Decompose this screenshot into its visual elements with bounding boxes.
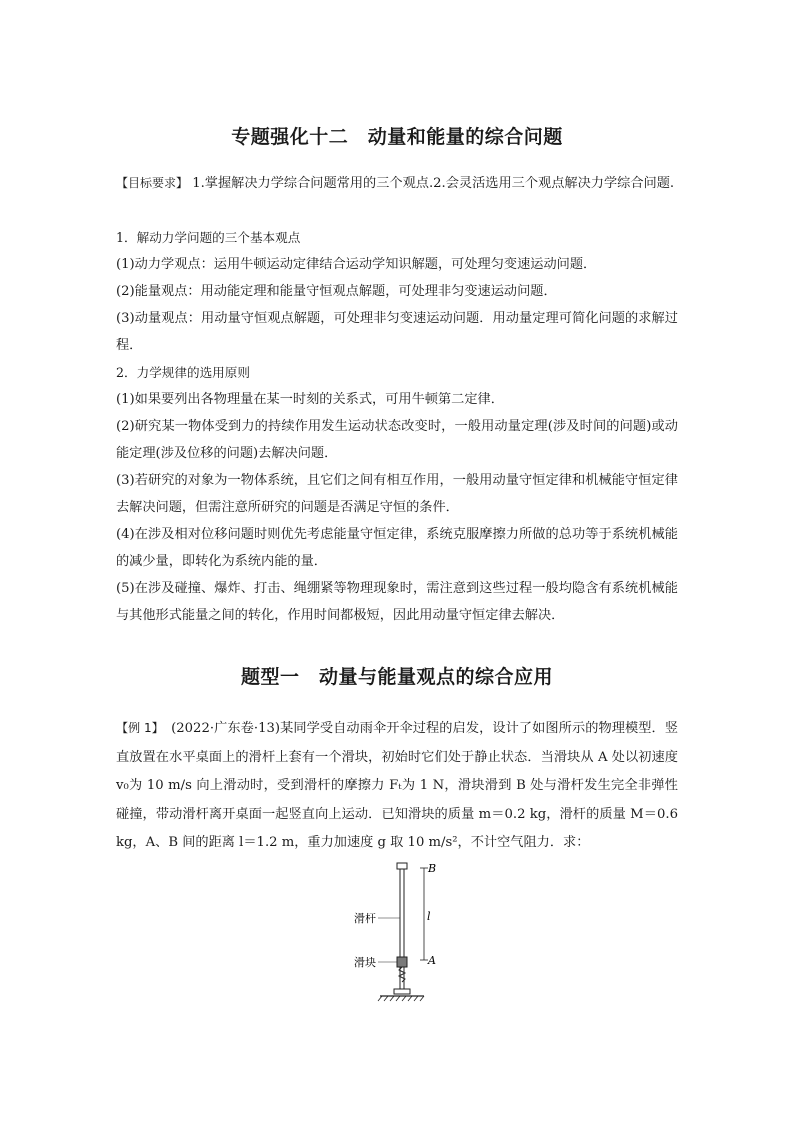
label-rod: 滑杆 xyxy=(354,912,376,925)
figure-drawing xyxy=(340,858,450,1008)
block-shape xyxy=(397,957,407,967)
objectives-paragraph xyxy=(116,170,678,197)
principle-3: (3)若研究的对象为一物体系统，且它们之间有相互作用，一般用动量守恒定律和机械能守恒定律去解决问题，但需注意所研究的问题是否满足守恒的条件． xyxy=(116,473,678,515)
objectives-label: 【目标要求】 xyxy=(116,176,189,190)
base-shape xyxy=(394,989,410,994)
viewpoint-1: (1)动力学观点：运用牛顿运动定律结合运动学知识解题，可处理匀变速运动问题． xyxy=(116,257,597,272)
heading-viewpoints: 1．解动力学问题的三个基本观点 xyxy=(116,230,301,245)
example-text: (2022·广东卷·13)某同学受自动雨伞开伞过程的启发，设计了如图所示的物理模型．竖直放置在水平桌面上的滑杆上套有一个滑块，初始时它们处于静止状态．当滑块从 A 处以初速度 v₀为 10 m/s 向上滑动时，受到滑杆的摩擦力 Fₜ为 1 N，滑块滑到 B 处与滑杆发生完全非弹性碰撞，带动滑杆离开桌面一起竖直向上运动．已知滑块的质量 m＝0.2 kg，滑杆的质量 M＝0.6 kg，A、B 间的距离 l＝1.2 m，重力加速度 g 取 10 m/s²，不计空气阻力．求： xyxy=(116,721,679,850)
principle-2: (2)研究某一物体受到力的持续作用发生运动状态改变时，一般用动量定理(涉及时间的问题)或动能定理(涉及位移的问题)去解决问题． xyxy=(116,419,678,461)
section-title: 题型一 动量与能量观点的综合应用 xyxy=(240,666,553,688)
principle-4: (4)在涉及相对位移问题时则优先考虑能量守恒定律，系统克服摩擦力所做的总功等于系统机械能的减少量，即转化为系统内能的量． xyxy=(116,527,678,569)
principle-5: (5)在涉及碰撞、爆炸、打击、绳绷紧等物理现象时，需注意到这些过程一般均隐含有系统机械能与其他形式能量之间的转化，作用时间都极短，因此用动量守恒定律去解决． xyxy=(116,581,678,623)
viewpoint-2: (2)能量观点：用动能定理和能量守恒观点解题，可处理非匀变速运动问题． xyxy=(116,284,557,299)
rod-block-figure xyxy=(340,858,450,1008)
heading-principles: 2．力学规律的选用原则 xyxy=(116,365,250,380)
label-l: l xyxy=(427,910,431,923)
example-paragraph xyxy=(116,714,678,858)
rod-cap xyxy=(397,863,407,869)
viewpoint-3: (3)动量观点：用动量守恒观点解题，可处理非匀变速运动问题．用动量定理可简化问题的求解过程． xyxy=(116,311,678,353)
label-B: B xyxy=(428,862,437,875)
label-A: A xyxy=(428,954,436,967)
label-block: 滑块 xyxy=(354,956,376,969)
example-label: 【例 1】 xyxy=(116,721,158,735)
doc-title: 专题强化十二 动量和能量的综合问题 xyxy=(231,126,563,148)
principle-1: (1)如果要列出各物理量在某一时刻的关系式，可用牛顿第二定律． xyxy=(116,392,504,407)
objectives-text: 1.掌握解决力学综合问题常用的三个观点.2.会灵活选用三个观点解决力学综合问题. xyxy=(188,176,675,191)
